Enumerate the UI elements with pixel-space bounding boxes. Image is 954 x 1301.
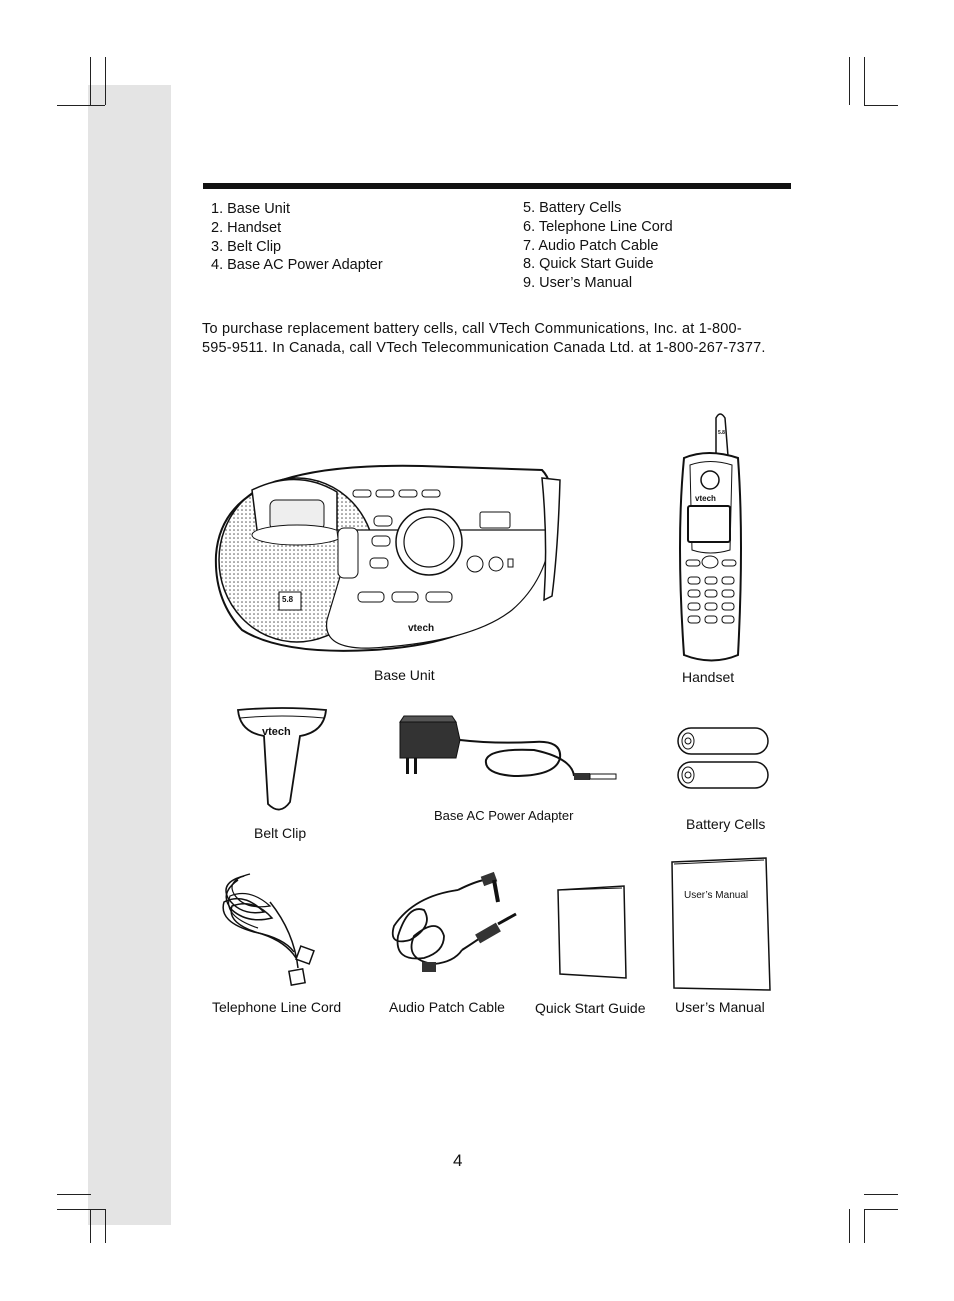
caption-quick-start: Quick Start Guide — [535, 1000, 646, 1016]
manual-cover-text: User’s Manual — [684, 890, 749, 901]
page-number: 4 — [453, 1151, 463, 1170]
caption-users-manual: User’s Manual — [675, 999, 765, 1015]
list-item: 2. Handset — [211, 219, 282, 236]
handset-brand-text: vtech — [695, 494, 716, 503]
caption-line-cord: Telephone Line Cord — [212, 999, 342, 1015]
list-item: 9. User’s Manual — [523, 275, 633, 292]
users-manual-illustration — [668, 854, 776, 994]
base-brand-text: vtech — [408, 623, 435, 634]
contents-list-left — [211, 200, 383, 275]
handset-illustration — [672, 410, 752, 670]
power-adapter-illustration — [394, 712, 624, 792]
list-item: 1. Base Unit — [211, 201, 290, 217]
list-item: 4. Base AC Power Adapter — [211, 257, 383, 274]
caption-handset: Handset — [682, 669, 735, 685]
list-item: 3. Belt Clip — [211, 238, 282, 255]
caption-power-adapter: Base AC Power Adapter — [434, 808, 574, 823]
side-band — [88, 85, 171, 1225]
list-item: 8. Quick Start Guide — [523, 256, 654, 273]
belt-clip-illustration — [234, 706, 330, 816]
clip-brand-text: vtech — [262, 726, 291, 738]
caption-battery-cells: Battery Cells — [686, 816, 766, 832]
list-item: 6. Telephone Line Cord — [523, 218, 673, 235]
section-rule — [203, 183, 791, 189]
caption-audio-cable: Audio Patch Cable — [389, 999, 505, 1015]
quick-start-guide-illustration — [556, 884, 630, 984]
audio-cable-illustration — [384, 866, 524, 986]
list-item: 7. Audio Patch Cable — [523, 237, 659, 254]
replacement-note — [202, 320, 796, 358]
contents-list-right — [523, 199, 673, 293]
note-line: 595-9511. In Canada, call VTech Telecommunication Canada Ltd. at 1-800-267-7377. — [202, 340, 766, 356]
note-line: To purchase replacement battery cells, call VTech Communications, Inc. at 1-800- — [202, 321, 742, 337]
base-unit-illustration — [212, 460, 572, 670]
handset-badge-text: 5.8 — [718, 430, 725, 436]
caption-belt-clip: Belt Clip — [254, 825, 307, 841]
caption-base-unit: Base Unit — [374, 667, 435, 683]
battery-cells-illustration — [676, 726, 772, 792]
line-cord-illustration — [214, 872, 324, 992]
base-badge-text: 5.8 — [282, 595, 294, 604]
list-item: 5. Battery Cells — [523, 200, 622, 216]
